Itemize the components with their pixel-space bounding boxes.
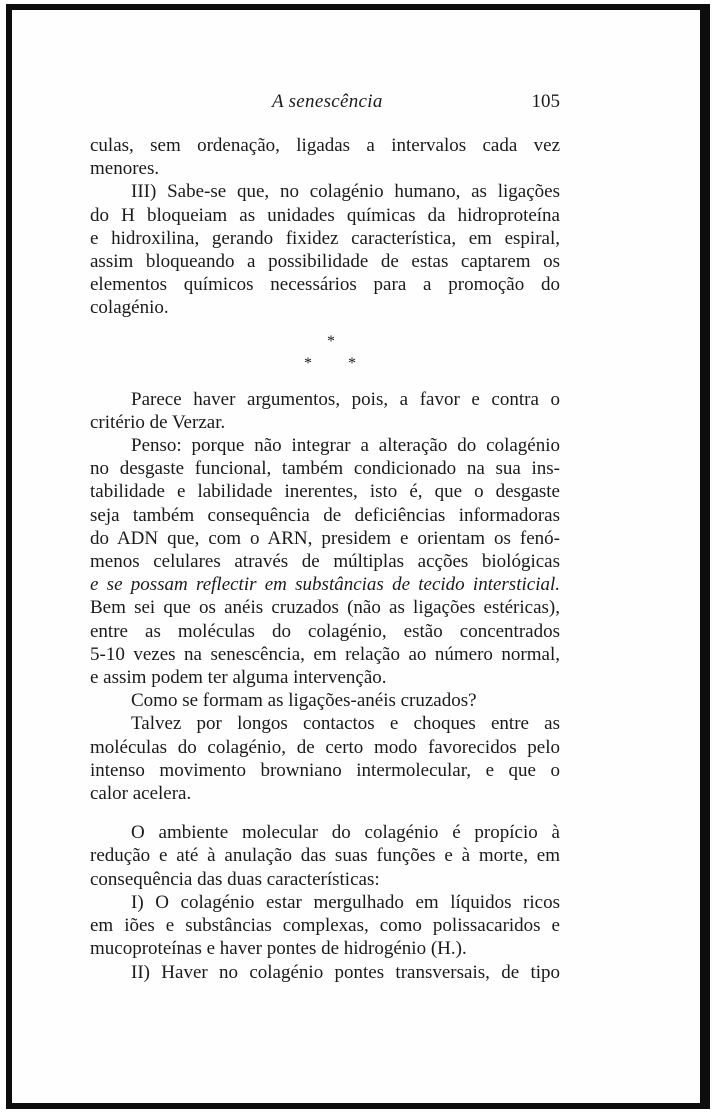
text-line: redução e até à anulação das suas funções e à morte, em [90, 845, 560, 867]
text-line: 5-10 vezes na senescência, em relação ao número normal, [90, 643, 560, 665]
text-line: mucoproteínas e haver pontes de hidrogénio (H.). [90, 938, 467, 960]
text-line: II) Haver no colagénio pontes transversais, de tipo [131, 961, 560, 983]
body-text [90, 134, 560, 984]
text-line: entre as moléculas do colagénio, estão concentrados [90, 620, 560, 642]
text-line: do ADN que, com o ARN, presidem e orientam os fenó- [90, 527, 560, 549]
text-line: colagénio. [90, 297, 169, 319]
text-line: calor acelera. [90, 783, 192, 805]
text-line: O ambiente molecular do colagénio é propício à [131, 822, 560, 844]
text-line: Bem sei que os anéis cruzados (não as ligações estéricas), [90, 597, 560, 619]
text-line: elementos químicos necessários para a promoção do [90, 274, 560, 296]
text-line: seja também consequência de deficiências informadoras [90, 504, 560, 526]
running-title: A senescência [272, 91, 383, 112]
italic-phrase: e se possam reflectir em substâncias de tecido intersticial. [90, 574, 560, 596]
text-line: intenso movimento browniano intermolecular, e que o [90, 759, 560, 781]
asterisk: * [327, 332, 335, 350]
text-line: Talvez por longos contactos e choques entre as [131, 713, 560, 735]
text-line: do H bloqueiam as unidades químicas da hidroproteína [90, 204, 560, 226]
text-line: e assim podem ter alguma intervenção. [90, 667, 387, 689]
paragraph-gap [90, 805, 560, 821]
page-number: 105 [531, 91, 560, 112]
text-line-italic [90, 573, 560, 596]
asterisk: * [304, 354, 312, 372]
text-line: tabilidade e labilidade inerentes, isto é, que o desgaste [90, 481, 560, 503]
text-line: III) Sabe-se que, no colagénio humano, as ligações [131, 181, 560, 203]
text-line: no desgaste funcional, também condicionado na sua ins- [90, 458, 560, 480]
text-line: culas, sem ordenação, ligadas a intervalos cada vez [90, 135, 560, 156]
text-line: I) O colagénio estar mergulhado em líquidos ricos [131, 891, 560, 913]
text-line: assim bloqueando a possibilidade de estas captarem os [90, 251, 560, 273]
text-line: consequência das duas características: [90, 868, 380, 890]
text-line: em iões e substâncias complexas, como polissacaridos e [90, 915, 560, 937]
asterisk: * [348, 354, 356, 372]
text-line: menos celulares através de múltiplas acções biológicas [90, 551, 560, 573]
text-line: Como se formam as ligações-anéis cruzados? [131, 690, 477, 712]
text-line: Penso: porque não integrar a alteração do colagénio [131, 435, 560, 457]
text-line: e hidroxilina, gerando fixidez característica, em espiral, [90, 227, 560, 249]
text-line: Parece haver argumentos, pois, a favor e contra o [131, 388, 560, 410]
text-line: moléculas do colagénio, de certo modo favorecidos pelo [90, 736, 560, 758]
section-break-asterisks [90, 330, 560, 372]
text-line: menores. [90, 158, 160, 180]
page-header [90, 91, 560, 115]
text-line: critério de Verzar. [90, 411, 226, 433]
